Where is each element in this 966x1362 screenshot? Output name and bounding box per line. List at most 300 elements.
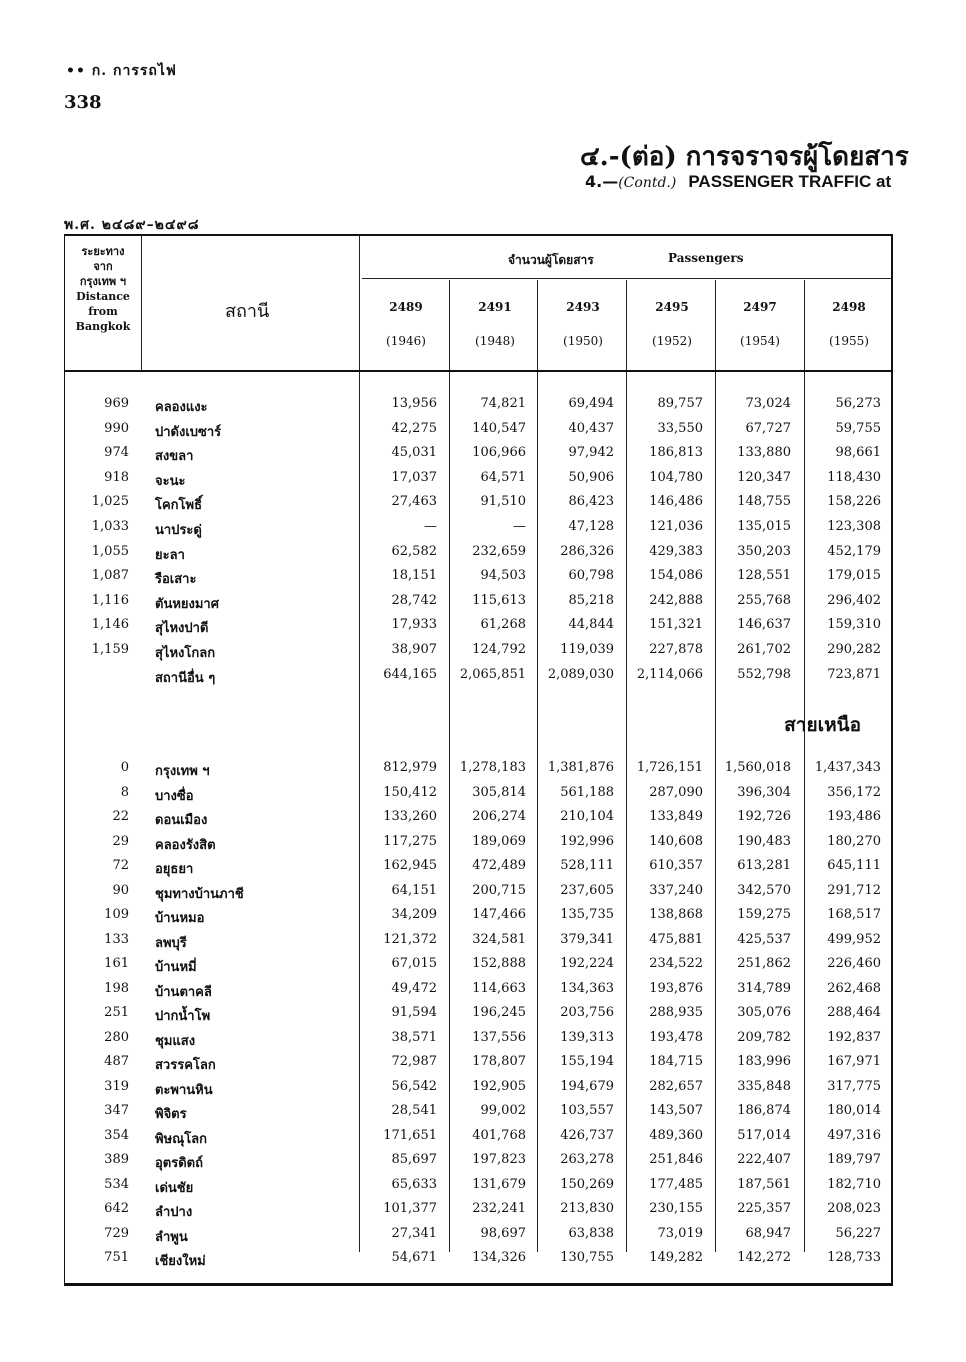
distance-cell: 1,033	[91, 519, 129, 534]
value-cell: 426,737	[560, 1127, 614, 1143]
value-cell: 179,015	[827, 568, 881, 584]
value-cell: 150,412	[383, 784, 437, 800]
value-cell: 189,797	[827, 1152, 881, 1167]
table-row	[65, 981, 892, 1005]
value-cell: 151,321	[649, 617, 703, 633]
value-cell: 85,218	[568, 592, 614, 608]
value-cell: 69,494	[568, 396, 614, 411]
distance-cell: 642	[104, 1201, 129, 1216]
value-cell: 54,671	[391, 1250, 437, 1265]
value-cell: 28,541	[391, 1103, 437, 1118]
value-cell: 135,735	[560, 907, 614, 922]
distance-cell: 389	[104, 1152, 129, 1167]
value-cell: 186,813	[649, 445, 703, 461]
station-cell: ปาดังเบซาร์	[155, 424, 222, 440]
year-header: 2489	[389, 300, 423, 314]
value-cell: 139,313	[560, 1029, 614, 1045]
station-cell: สุไหงปาดี	[155, 621, 209, 637]
header-divider	[362, 278, 892, 279]
distance-cell: 29	[112, 833, 129, 849]
value-cell: 296,402	[827, 592, 881, 608]
value-cell: —	[424, 519, 437, 534]
passenger-traffic-table	[64, 234, 893, 1286]
distance-cell: 109	[104, 907, 129, 922]
value-cell: 472,489	[472, 858, 526, 873]
table-row	[65, 470, 892, 494]
value-cell: 91,510	[480, 494, 526, 510]
value-cell: 50,906	[568, 469, 614, 485]
table-row	[65, 617, 892, 641]
value-cell: 452,179	[827, 543, 881, 559]
value-cell: 45,031	[391, 445, 437, 461]
table-row	[65, 1030, 892, 1054]
value-cell: 18,151	[391, 568, 437, 584]
value-cell: 379,341	[560, 931, 614, 947]
value-cell: 13,956	[391, 396, 437, 411]
value-cell: 114,663	[472, 980, 526, 996]
value-cell: 610,357	[649, 858, 703, 873]
distance-cell: 1,159	[91, 642, 129, 657]
value-cell: 42,275	[391, 420, 437, 436]
value-cell: 186,874	[737, 1103, 791, 1118]
value-cell: 155,194	[560, 1054, 614, 1069]
value-cell: 135,015	[737, 519, 791, 534]
value-cell: 91,594	[391, 1005, 437, 1020]
value-cell: 49,472	[391, 980, 437, 996]
value-cell: 425,537	[737, 931, 791, 947]
value-cell: 133,880	[737, 445, 791, 461]
title-main: PASSENGER TRAFFIC at	[688, 172, 892, 191]
distance-cell: 347	[104, 1103, 129, 1118]
value-cell: 261,702	[737, 642, 791, 657]
table-row	[65, 1152, 892, 1176]
year-header: 2493	[566, 300, 600, 314]
value-cell: 140,547	[472, 420, 526, 436]
value-cell: 104,780	[649, 469, 703, 485]
table-row	[65, 1201, 892, 1225]
table-row	[65, 883, 892, 907]
value-cell: 324,581	[472, 931, 526, 947]
value-cell: 133,260	[383, 809, 437, 824]
value-cell: 167,971	[827, 1054, 881, 1069]
value-cell: 644,165	[383, 666, 437, 682]
value-cell: 64,571	[480, 469, 526, 485]
table-row	[65, 1177, 892, 1201]
table-row	[65, 1079, 892, 1103]
value-cell: 98,661	[835, 445, 881, 461]
station-cell: สุไหงโกลก	[155, 646, 216, 661]
value-cell: 98,697	[480, 1225, 526, 1241]
distance-cell: 1,087	[91, 568, 129, 584]
value-cell: 2,089,030	[547, 666, 614, 682]
value-cell: 171,651	[383, 1127, 437, 1143]
value-cell: 208,023	[827, 1201, 881, 1216]
station-column-header: สถานี	[225, 301, 270, 322]
value-cell: 288,464	[827, 1005, 881, 1020]
station-cell: อุตรดิตถ์	[155, 1156, 203, 1171]
table-row	[65, 593, 892, 617]
value-cell: 187,561	[737, 1176, 791, 1192]
table-row	[65, 494, 892, 518]
value-cell: 115,613	[472, 592, 526, 608]
value-cell: 94,503	[480, 568, 526, 584]
value-cell: 85,697	[391, 1152, 437, 1167]
value-cell: 812,979	[383, 760, 437, 775]
value-cell: 72,987	[391, 1054, 437, 1069]
value-cell: 251,862	[737, 956, 791, 971]
value-cell: 227,878	[649, 642, 703, 657]
value-cell: 123,308	[827, 519, 881, 534]
value-cell: 317,775	[827, 1078, 881, 1094]
value-cell: 356,172	[827, 784, 881, 800]
value-cell: 517,014	[737, 1127, 791, 1143]
value-cell: 150,269	[560, 1176, 614, 1192]
value-cell: 230,155	[649, 1201, 703, 1216]
table-row	[65, 858, 892, 882]
value-cell: 184,715	[649, 1054, 703, 1069]
value-cell: 234,522	[649, 956, 703, 971]
value-cell: 154,086	[649, 568, 703, 584]
table-row	[65, 932, 892, 956]
value-cell: 47,128	[568, 519, 614, 534]
value-cell: 645,111	[827, 858, 881, 873]
value-cell: 475,881	[649, 931, 703, 947]
value-cell: 63,838	[568, 1225, 614, 1241]
value-cell: 17,933	[391, 617, 437, 633]
value-cell: 262,468	[827, 980, 881, 996]
value-cell: 73,024	[745, 396, 791, 411]
page-header-label: •• ก. การรถไฟ	[66, 63, 177, 79]
table-row	[65, 785, 892, 809]
station-cell: พิจิตร	[155, 1107, 187, 1122]
value-cell: 528,111	[560, 858, 614, 873]
value-cell: 180,270	[827, 833, 881, 849]
value-cell: 192,837	[827, 1029, 881, 1045]
value-cell: 194,679	[560, 1078, 614, 1094]
value-cell: 106,966	[472, 445, 526, 461]
value-cell: 38,907	[391, 642, 437, 657]
value-cell: 196,245	[472, 1005, 526, 1020]
station-cell: ปากน้ำโพ	[155, 1009, 211, 1024]
distance-cell: 22	[112, 809, 129, 824]
distance-cell: 1,025	[91, 494, 129, 510]
station-cell: โคกโพธิ์	[155, 498, 203, 514]
value-cell: 177,485	[649, 1176, 703, 1192]
value-cell: 137,556	[472, 1029, 526, 1045]
station-cell: คลองแงะ	[155, 400, 208, 415]
value-cell: 143,507	[649, 1103, 703, 1118]
value-cell: 237,605	[560, 882, 614, 898]
value-cell: 1,726,151	[636, 760, 703, 775]
station-cell: กรุงเทพ ฯ	[155, 764, 210, 779]
value-cell: 213,830	[560, 1201, 614, 1216]
value-cell: 74,821	[480, 396, 526, 411]
year-header: 2491	[478, 300, 512, 314]
table-row	[65, 809, 892, 833]
value-cell: 193,478	[649, 1029, 703, 1045]
value-cell: 121,036	[649, 519, 703, 534]
table-row	[65, 1226, 892, 1250]
value-cell: 140,608	[649, 833, 703, 849]
value-cell: 138,868	[649, 907, 703, 922]
value-cell: 251,846	[649, 1152, 703, 1167]
value-cell: 282,657	[649, 1078, 703, 1094]
station-cell: บ้านหมี่	[155, 960, 197, 975]
value-cell: 401,768	[472, 1127, 526, 1143]
station-cell: สงขลา	[155, 449, 194, 465]
value-cell: 38,571	[391, 1029, 437, 1045]
table-row	[65, 1054, 892, 1078]
value-cell: 291,712	[827, 882, 881, 898]
value-cell: 44,844	[568, 617, 614, 633]
value-cell: 40,437	[568, 420, 614, 436]
value-cell: 1,278,183	[459, 760, 526, 775]
station-cell: ยะลา	[155, 547, 185, 563]
value-cell: 121,372	[383, 931, 437, 947]
section-north-label: สายเหนือ	[784, 714, 861, 736]
value-cell: 128,733	[827, 1250, 881, 1265]
distance-cell: 161	[104, 956, 129, 971]
distance-cell: 251	[104, 1005, 129, 1020]
value-cell: 1,437,343	[814, 760, 881, 775]
value-cell: 209,782	[737, 1029, 791, 1045]
station-cell: ตันหยงมาศ	[155, 596, 219, 612]
station-cell: ชุมแสง	[155, 1033, 196, 1049]
value-cell: 62,582	[391, 543, 437, 559]
value-cell: 193,486	[827, 809, 881, 824]
value-cell: 33,550	[657, 420, 703, 436]
value-cell: 101,377	[383, 1201, 437, 1216]
value-cell: 60,798	[568, 568, 614, 584]
year-ce-header: (1946)	[386, 334, 426, 348]
station-cell: ลพบุรี	[155, 935, 187, 951]
value-cell: 2,065,851	[459, 666, 526, 682]
distance-cell: 1,055	[91, 543, 129, 559]
value-cell: 429,383	[649, 543, 703, 559]
value-cell: 28,742	[391, 592, 437, 608]
table-row	[65, 1005, 892, 1029]
station-cell: จะนะ	[155, 473, 186, 489]
value-cell: 130,755	[560, 1250, 614, 1265]
value-cell: 133,849	[649, 809, 703, 824]
year-ce-header: (1952)	[652, 334, 692, 348]
value-cell: 183,996	[737, 1054, 791, 1069]
station-cell: บางซื่อ	[155, 788, 194, 804]
distance-cell: 974	[104, 445, 129, 461]
value-cell: —	[513, 519, 526, 534]
value-cell: 178,807	[472, 1054, 526, 1069]
value-cell: 286,326	[560, 543, 614, 559]
value-cell: 73,019	[657, 1225, 703, 1241]
value-cell: 146,486	[649, 494, 703, 510]
station-cell: เด่นชัย	[155, 1180, 194, 1196]
value-cell: 232,241	[472, 1201, 526, 1216]
value-cell: 255,768	[737, 592, 791, 608]
value-cell: 263,278	[560, 1152, 614, 1167]
distance-cell: 90	[112, 882, 129, 898]
value-cell: 117,275	[383, 833, 437, 849]
station-cell: ลำพูน	[155, 1229, 188, 1245]
table-row	[65, 956, 892, 980]
distance-cell: 918	[104, 469, 129, 485]
value-cell: 67,015	[391, 956, 437, 971]
distance-cell: 0	[120, 760, 129, 775]
year-header: 2495	[655, 300, 689, 314]
year-header: 2497	[743, 300, 777, 314]
distance-cell: 198	[104, 980, 129, 996]
value-cell: 149,282	[649, 1250, 703, 1265]
value-cell: 232,659	[472, 543, 526, 559]
table-row	[65, 760, 892, 784]
station-cell: สถานีอื่น ๆ	[155, 670, 216, 686]
value-cell: 552,798	[737, 666, 791, 682]
table-row	[65, 568, 892, 592]
table-row	[65, 445, 892, 469]
value-cell: 152,888	[472, 956, 526, 971]
station-cell: รือเสาะ	[155, 572, 197, 588]
value-cell: 97,942	[568, 445, 614, 461]
value-cell: 168,517	[827, 907, 881, 922]
value-cell: 65,633	[391, 1176, 437, 1192]
distance-cell: 534	[104, 1176, 129, 1192]
value-cell: 197,823	[472, 1152, 526, 1167]
value-cell: 288,935	[649, 1005, 703, 1020]
table-row	[65, 519, 892, 543]
value-cell: 305,076	[737, 1005, 791, 1020]
table-row	[65, 642, 892, 666]
value-cell: 99,002	[480, 1103, 526, 1118]
station-cell: บ้านตาคลี	[155, 984, 212, 1000]
value-cell: 68,947	[745, 1225, 791, 1241]
value-cell: 56,227	[835, 1225, 881, 1241]
table-row	[65, 1128, 892, 1152]
value-cell: 27,463	[391, 494, 437, 510]
distance-cell: 969	[104, 396, 129, 411]
value-cell: 192,726	[737, 809, 791, 824]
value-cell: 396,304	[737, 784, 791, 800]
station-cell: นาประดู่	[155, 523, 202, 538]
value-cell: 723,871	[827, 666, 881, 682]
distance-column-header: ระยะทาง จาก กรุงเทพ ฯ Distance from Bangkok	[75, 245, 131, 333]
value-cell: 192,224	[560, 956, 614, 971]
header-bottom-rule	[65, 370, 892, 372]
station-cell: ลำปาง	[155, 1205, 193, 1220]
value-cell: 159,275	[737, 907, 791, 922]
value-cell: 190,483	[737, 833, 791, 849]
value-cell: 242,888	[649, 592, 703, 608]
value-cell: 158,226	[827, 494, 881, 510]
value-cell: 148,755	[737, 494, 791, 510]
table-row	[65, 1250, 892, 1274]
table-row	[65, 544, 892, 568]
value-cell: 86,423	[568, 494, 614, 510]
distance-cell: 72	[112, 858, 129, 873]
value-cell: 1,381,876	[547, 760, 614, 775]
value-cell: 142,272	[737, 1250, 791, 1265]
value-cell: 499,952	[827, 931, 881, 947]
value-cell: 335,848	[737, 1078, 791, 1094]
station-cell: คลองรังสิต	[155, 837, 216, 853]
station-cell: ชุมทางบ้านภาชี	[155, 886, 244, 902]
value-cell: 206,274	[472, 809, 526, 824]
value-cell: 17,037	[391, 469, 437, 485]
value-cell: 222,407	[737, 1152, 791, 1167]
value-cell: 337,240	[649, 882, 703, 898]
header-divider	[141, 236, 142, 370]
station-cell: อยุธยา	[155, 862, 194, 877]
table-row	[65, 834, 892, 858]
value-cell: 56,542	[391, 1078, 437, 1094]
value-cell: 350,203	[737, 543, 791, 559]
page-number: 338	[64, 92, 102, 113]
distance-cell: 487	[104, 1054, 129, 1069]
value-cell: 134,326	[472, 1250, 526, 1265]
value-cell: 64,151	[391, 882, 437, 898]
value-cell: 1,560,018	[724, 760, 791, 775]
year-ce-header: (1955)	[829, 334, 869, 348]
value-cell: 27,341	[391, 1225, 437, 1241]
distance-cell: 280	[104, 1029, 129, 1045]
value-cell: 56,273	[835, 396, 881, 411]
value-cell: 120,347	[737, 469, 791, 485]
distance-cell: 1,146	[91, 617, 129, 633]
value-cell: 226,460	[827, 956, 881, 971]
value-cell: 147,466	[472, 907, 526, 922]
station-cell: สวรรคโลก	[155, 1058, 216, 1073]
value-cell: 146,637	[737, 617, 791, 633]
distance-cell: 354	[104, 1127, 129, 1143]
value-cell: 290,282	[827, 642, 881, 657]
table-row	[65, 907, 892, 931]
passengers-header-english: Passengers	[668, 251, 744, 265]
year-ce-header: (1950)	[563, 334, 603, 348]
year-ce-header: (1954)	[740, 334, 780, 348]
table-row	[65, 421, 892, 445]
table-row	[65, 1103, 892, 1127]
value-cell: 180,014	[827, 1103, 881, 1118]
distance-cell: 751	[104, 1250, 129, 1265]
year-ce-header: (1948)	[475, 334, 515, 348]
station-cell: ตะพานหิน	[155, 1082, 213, 1098]
value-cell: 2,114,066	[636, 666, 703, 682]
station-cell: ดอนเมือง	[155, 813, 208, 828]
value-cell: 67,727	[745, 420, 791, 436]
title-contd: (Contd.)	[618, 175, 677, 191]
value-cell: 89,757	[657, 396, 703, 411]
distance-cell: 1,116	[91, 592, 129, 608]
value-cell: 134,363	[560, 980, 614, 996]
value-cell: 59,755	[835, 420, 881, 436]
value-cell: 103,557	[560, 1103, 614, 1118]
distance-cell: 729	[104, 1225, 129, 1241]
value-cell: 489,360	[649, 1127, 703, 1143]
value-cell: 192,905	[472, 1078, 526, 1094]
page-title-thai: ๔.-(ต่อ) การจราจรผู้โดยสาร	[580, 142, 909, 172]
value-cell: 118,430	[827, 469, 881, 485]
passengers-header-thai: จำนวนผู้โดยสาร	[508, 253, 594, 267]
value-cell: 119,039	[560, 642, 614, 657]
station-cell: บ้านหมอ	[155, 911, 205, 926]
station-cell: พิษณุโลก	[155, 1131, 208, 1147]
value-cell: 203,756	[560, 1005, 614, 1020]
value-cell: 561,188	[560, 784, 614, 800]
value-cell: 287,090	[649, 784, 703, 800]
distance-cell: 8	[120, 784, 129, 800]
value-cell: 342,570	[737, 882, 791, 898]
year-header: 2498	[832, 300, 866, 314]
value-cell: 200,715	[472, 882, 526, 898]
value-cell: 162,945	[383, 858, 437, 873]
